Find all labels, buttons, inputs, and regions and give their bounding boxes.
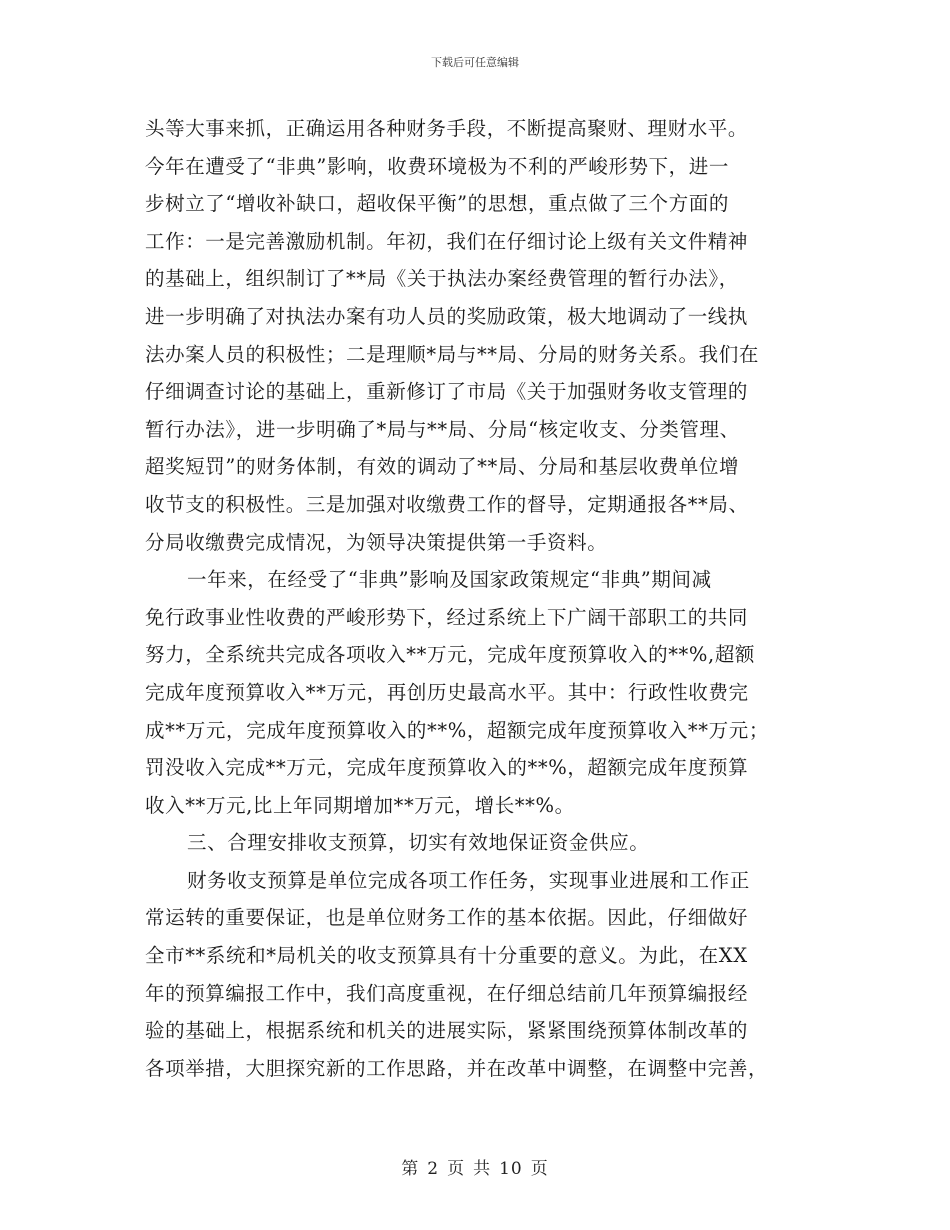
text-line: 暂行办法》，进一步明确了*局与**局、分局“核定收支、分类管理、 — [145, 417, 740, 441]
footer-page-number: 2 — [427, 1159, 440, 1179]
text-line: 全市**系统和*局机关的收支预算具有十分重要的意义。为此，在XX — [145, 944, 748, 968]
text-line: 头等大事来抓，正确运用各种财务手段，不断提高聚财、理财水平。 — [145, 117, 749, 140]
page-footer — [0, 1154, 950, 1179]
text-line: 努力，全系统共完成各项收入**万元，完成年度预算收入的**%,超额 — [145, 643, 756, 667]
footer-prefix: 第 — [401, 1159, 420, 1179]
text-line: 验的基础上，根据系统和机关的进展实际，紧紧围绕预算体制改革的 — [145, 1019, 749, 1043]
text-line: 三、合理安排收支预算，切实有效地保证资金供应。 — [187, 831, 650, 855]
text-line: 收入**万元,比上年同期增加**万元，增长**%。 — [145, 793, 575, 817]
text-line: 完成年度预算收入**万元，再创历史最高水平。其中：行政性收费完 — [145, 680, 749, 704]
footer-page-label: 页 — [447, 1159, 466, 1179]
text-line: 进一步明确了对执法办案有功人员的奖励政策，极大地调动了一线执 — [145, 304, 749, 328]
text-line: 今年在遭受了“非典”影响，收费环境极为不利的严峻形势下，进一 — [145, 154, 729, 178]
text-line: 分局收缴费完成情况，为领导决策提供第一手资料。 — [145, 530, 608, 554]
document-body — [145, 110, 810, 1087]
text-line: 仔细调查讨论的基础上，重新修订了市局《关于加强财务收支管理的 — [145, 380, 749, 404]
text-line: 收节支的积极性。三是加强对收缴费工作的督导，定期通报各**局、 — [145, 492, 749, 516]
text-line: 超奖短罚”的财务体制，有效的调动了**局、分局和基层收费单位增 — [145, 455, 740, 479]
footer-total-label: 共 — [473, 1159, 492, 1179]
page-header-note: 下载后可任意编辑 — [431, 56, 519, 69]
text-line: 的基础上，组织制订了**局《关于执法办案经费管理的暂行办法》， — [145, 267, 739, 291]
text-line: 步树立了“增收补缺口，超收保平衡”的思想，重点做了三个方面的 — [145, 192, 729, 216]
text-line: 财务收支预算是单位完成各项工作任务，实现事业进展和工作正 — [187, 868, 750, 892]
text-line: 法办案人员的积极性；二是理顺*局与**局、分局的财务关系。我们在 — [145, 342, 759, 366]
text-line: 罚没收入完成**万元，完成年度预算收入的**%，超额完成年度预算 — [145, 756, 749, 780]
text-line: 成**万元，完成年度预算收入的**%，超额完成年度预算收入**万元； — [145, 718, 769, 742]
footer-suffix: 页 — [530, 1159, 549, 1179]
text-line: 一年来，在经受了“非典”影响及国家政策规定“非典”期间减 — [187, 568, 712, 592]
footer-total-pages: 10 — [499, 1159, 523, 1179]
text-line: 年的预算编报工作中，我们高度重视，在仔细总结前几年预算编报经 — [145, 981, 749, 1005]
text-line: 常运转的重要保证，也是单位财务工作的基本依据。因此，仔细做好 — [145, 906, 749, 930]
text-line: 各项举措，大胆探究新的工作思路，并在改革中调整，在调整中完善， — [145, 1056, 769, 1080]
text-line: 工作：一是完善激励机制。年初，我们在仔细讨论上级有关文件精神 — [145, 229, 749, 253]
text-line: 免行政事业性收费的严峻形势下，经过系统上下广阔干部职工的共同 — [145, 605, 749, 629]
